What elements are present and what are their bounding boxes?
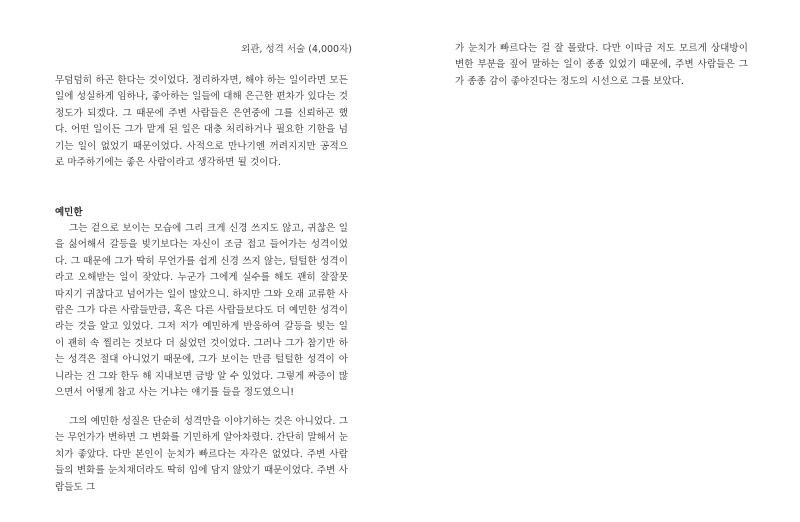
body-paragraph: 가 눈치가 빠르다는 걸 잘 몰랐다. 다만 이따금 저도 모르게 상대방이 변한 부분을 짚어 말하는 일이 종종 있었기 때문에, 주변 사람들은 그가 종종 감이 좋아진다는 정도의 시선으로 그를 보았다. [455, 43, 748, 87]
section-text-block-2 [55, 414, 348, 496]
running-header: 외관, 성격 서술 (4,000자) [241, 44, 352, 55]
section-text-block-1 [55, 221, 348, 401]
section-heading: 예민한 [55, 207, 83, 218]
continued-text-block [455, 41, 748, 90]
right-page [400, 0, 800, 522]
intro-paragraph: 무덤덤히 하곤 한다는 것이었다. 정리하자면, 해야 하는 일이라면 모든 일에 성실하게 임하나, 좋아하는 일들에 대해 은근한 편차가 있다는 것 정도가 되겠다. 그 때문에 주변 사람들은 은연중에 그를 신뢰하곤 했다. 어떤 일이든 그가 맡게 된 일은 대충 처리하거나 필요한 기한을 넘기는 일이 없었기 때문이었다. 사적으로 만나기엔 꺼려지지만 공적으로 마주하기에는 좋은 사람이라고 생각하면 될 것이다. [55, 75, 348, 169]
body-paragraph: 그는 겉으로 보이는 모습에 그리 크게 신경 쓰지도 않고, 귀찮은 일을 싫어해서 갈등을 빚기보다는 자신이 조금 접고 들어가는 성격이었다. 그 때문에 그가 딱히 무언가를 쉽게 신경 쓰지 않는, 털털한 성격이라고 오해받는 일이 잦았다. 누군가 그에게 실수를 해도 괜히 잘잘못 따지기 귀찮다고 넘어가는 일이 많았으니. 하지만 그와 오래 교류한 사람은 그가 다른 사람들만큼, 혹은 다른 사람들보다도 더 예민한 성격이라는 것을 알고 있었다. 그저 저가 예민하게 반응하여 갈등을 빚는 일이 괜히 속 찔리는 것보다 더 싫었던 것이었다. 그러나 그가 참기만 하는 성격은 절대 아니었기 때문에, 그가 보이는 만큼 털털한 성격이 아니라는 건 그와 한두 해 지내보면 금방 알 수 있었다. 그렇게 짜증이 많으면서 어떻게 참고 사는 거냐는 얘기를 들을 정도였으니! [55, 223, 348, 399]
body-paragraph: 그의 예민한 성질은 단순히 성격만을 이야기하는 것은 아니었다. 그는 무언가가 변하면 그 변화를 기민하게 알아차렸다. 간단히 말해서 눈치가 좋았다. 다만 본인이 눈치가 빠르다는 자각은 없었다. 주변 사람들의 변화를 눈치채더라도 딱히 입에 담지 않았기 때문이었다. 주변 사람들도 그 [55, 416, 348, 493]
intro-text-block [55, 73, 348, 171]
